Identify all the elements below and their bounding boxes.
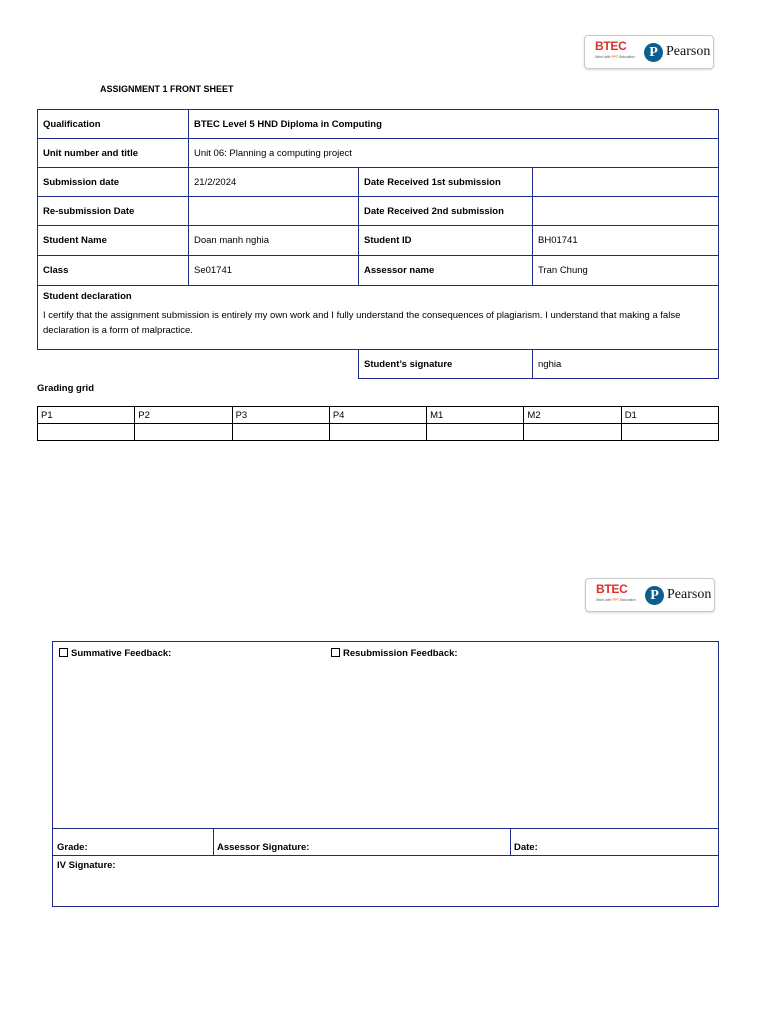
assessor-value: Tran Chung xyxy=(533,256,719,286)
front-sheet-table xyxy=(37,109,719,379)
iv-signature-field[interactable]: IV Signature: xyxy=(57,860,116,871)
grade-d1-header: D1 xyxy=(621,407,718,424)
date-field[interactable]: Date: xyxy=(514,842,538,853)
student-id-value: BH01741 xyxy=(533,226,719,256)
grade-m2-header: M2 xyxy=(524,407,621,424)
date-received-1-value xyxy=(533,168,719,197)
pearson-wordmark: Pearson xyxy=(667,587,712,602)
submission-date-label: Submission date xyxy=(38,168,189,197)
summative-checkbox[interactable] xyxy=(59,648,68,657)
resubmission-date-label: Re-submission Date xyxy=(38,197,189,226)
feedback-box xyxy=(52,641,719,907)
table-row xyxy=(38,110,719,139)
grade-p4-cell[interactable] xyxy=(329,424,426,441)
grading-header-row xyxy=(38,407,719,424)
signature-label: Student’s signature xyxy=(359,350,533,379)
qualification-value: BTEC Level 5 HND Diploma in Computing xyxy=(189,110,719,139)
date-received-2-label: Date Received 2nd submission xyxy=(359,197,533,226)
grade-m2-cell[interactable] xyxy=(524,424,621,441)
feedback-area[interactable] xyxy=(53,642,718,829)
grade-p1-header: P1 xyxy=(38,407,135,424)
grading-grid-label: Grading grid xyxy=(37,383,94,394)
grade-p3-header: P3 xyxy=(232,407,329,424)
resubmission-feedback: Resubmission Feedback: xyxy=(331,648,458,659)
date-received-1-label: Date Received 1st submission xyxy=(359,168,533,197)
resubmission-date-value xyxy=(189,197,359,226)
btec-logo: BTEC Work with FPT Education xyxy=(596,582,636,602)
resubmission-checkbox[interactable] xyxy=(331,648,340,657)
logo-btec-pearson-top xyxy=(584,35,714,69)
date-received-2-value xyxy=(533,197,719,226)
table-row xyxy=(38,168,719,197)
unit-label: Unit number and title xyxy=(38,139,189,168)
table-row xyxy=(38,286,719,350)
feedback-signature-row xyxy=(53,829,718,856)
qualification-label: Qualification xyxy=(38,110,189,139)
declaration-text: I certify that the assignment submission is entirely my own work and I fully understand the consequences of plagiarism. I understand that making a false declaration is a form of malpractice. xyxy=(43,310,681,336)
grade-p2-cell[interactable] xyxy=(135,424,232,441)
table-row xyxy=(38,226,719,256)
signature-value: nghia xyxy=(533,350,719,379)
assessor-label: Assessor name xyxy=(359,256,533,286)
pearson-logo-icon: P xyxy=(645,586,664,605)
student-name-value: Doan manh nghia xyxy=(189,226,359,256)
grade-m1-cell[interactable] xyxy=(427,424,524,441)
summative-feedback: Summative Feedback: xyxy=(59,648,171,659)
grade-field[interactable]: Grade: xyxy=(57,842,88,853)
grade-p1-cell[interactable] xyxy=(38,424,135,441)
pearson-wordmark: Pearson xyxy=(666,44,711,59)
declaration-heading: Student declaration xyxy=(43,291,132,302)
grade-p2-header: P2 xyxy=(135,407,232,424)
class-label: Class xyxy=(38,256,189,286)
student-id-label: Student ID xyxy=(359,226,533,256)
page-title: ASSIGNMENT 1 FRONT SHEET xyxy=(100,84,234,94)
table-row xyxy=(38,350,719,379)
assessor-signature-field[interactable]: Assessor Signature: xyxy=(217,842,310,853)
table-row xyxy=(38,256,719,286)
grade-d1-cell[interactable] xyxy=(621,424,718,441)
submission-date-value: 21/2/2024 xyxy=(189,168,359,197)
grade-p4-header: P4 xyxy=(329,407,426,424)
class-value: Se01741 xyxy=(189,256,359,286)
grade-m1-header: M1 xyxy=(427,407,524,424)
btec-logo: BTEC Work with FPT Education xyxy=(595,39,635,59)
student-name-label: Student Name xyxy=(38,226,189,256)
pearson-logo-icon: P xyxy=(644,43,663,62)
grade-p3-cell[interactable] xyxy=(232,424,329,441)
table-row xyxy=(38,139,719,168)
table-row xyxy=(38,197,719,226)
unit-value: Unit 06: Planning a computing project xyxy=(189,139,719,168)
grading-value-row xyxy=(38,424,719,441)
logo-btec-pearson-bottom xyxy=(585,578,715,612)
student-declaration xyxy=(38,286,719,350)
grading-grid xyxy=(37,406,719,441)
